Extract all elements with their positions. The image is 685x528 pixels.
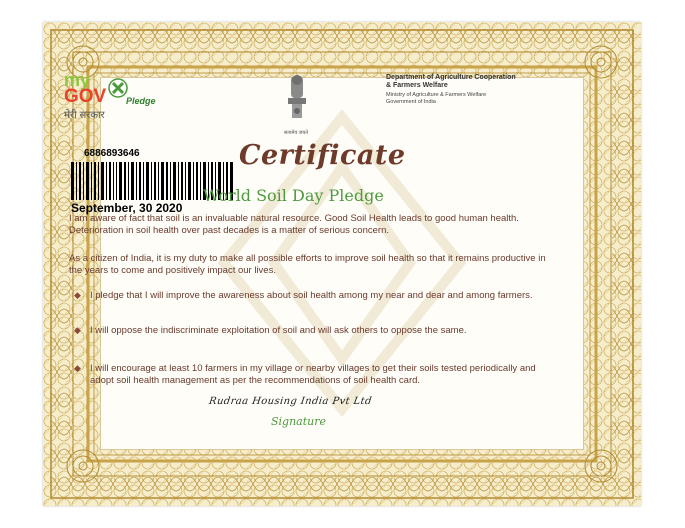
- department-block: [386, 74, 551, 106]
- signature-label: Signature: [271, 415, 327, 428]
- logo-my: my: [64, 70, 91, 90]
- emblem-caption: सत्यमेव जयते: [283, 130, 309, 136]
- bullet-icon: ◆: [74, 363, 81, 373]
- certificate-number: 6886893646: [84, 148, 140, 159]
- certificate-date: September, 30 2020: [71, 201, 183, 215]
- pledge-item: [74, 290, 560, 302]
- pledge-item: [74, 363, 560, 386]
- pledge-item-text: I will oppose the indiscriminate exploitation of soil and will ask others to oppose the same.: [90, 325, 467, 336]
- certificate-title: Certificate: [239, 140, 406, 171]
- bullet-icon: ◆: [74, 290, 81, 300]
- mygov-logo: [64, 72, 106, 121]
- logo-gov: GOV: [64, 86, 107, 107]
- dept-line-4: Government of India: [386, 99, 436, 105]
- pledge-item: [74, 325, 560, 337]
- dept-line-3: Ministry of Agriculture & Farmers Welfare: [386, 92, 487, 98]
- pledge-item-text: I will encourage at least 10 farmers in my village or nearby villages to get their soils tested periodically and adopt soil health management as per the recommendations of soil health card.: [90, 363, 536, 386]
- logo-pledge: Pledge: [126, 96, 156, 106]
- national-emblem-icon: [285, 72, 309, 128]
- logo-hindi: मेरी सरकार: [64, 110, 105, 121]
- bullet-icon: ◆: [74, 325, 81, 335]
- pledge-paragraph-2: As a citizen of India, it is my duty to make all possible efforts to improve soil health so that it remains productive in the years to come and positively impact our lives.: [69, 253, 546, 276]
- signature-name: Rudraa Housing India Pvt Ltd: [208, 396, 373, 407]
- pledge-item-text: I pledge that I will improve the awareness about soil health among my near and dear and among farmers.: [90, 290, 533, 301]
- dept-line-1: Department of Agriculture Cooperation: [386, 74, 516, 81]
- dept-line-2: & Farmers Welfare: [386, 82, 448, 89]
- pledge-badge-icon: [108, 78, 128, 98]
- certificate-subtitle: World Soil Day Pledge: [203, 186, 384, 205]
- pledge-paragraph-1: I am aware of fact that soil is an invaluable natural resource. Good Soil Health leads to good human health. Deterioration in soil health over past decades is a matter of serious concern.: [69, 213, 519, 236]
